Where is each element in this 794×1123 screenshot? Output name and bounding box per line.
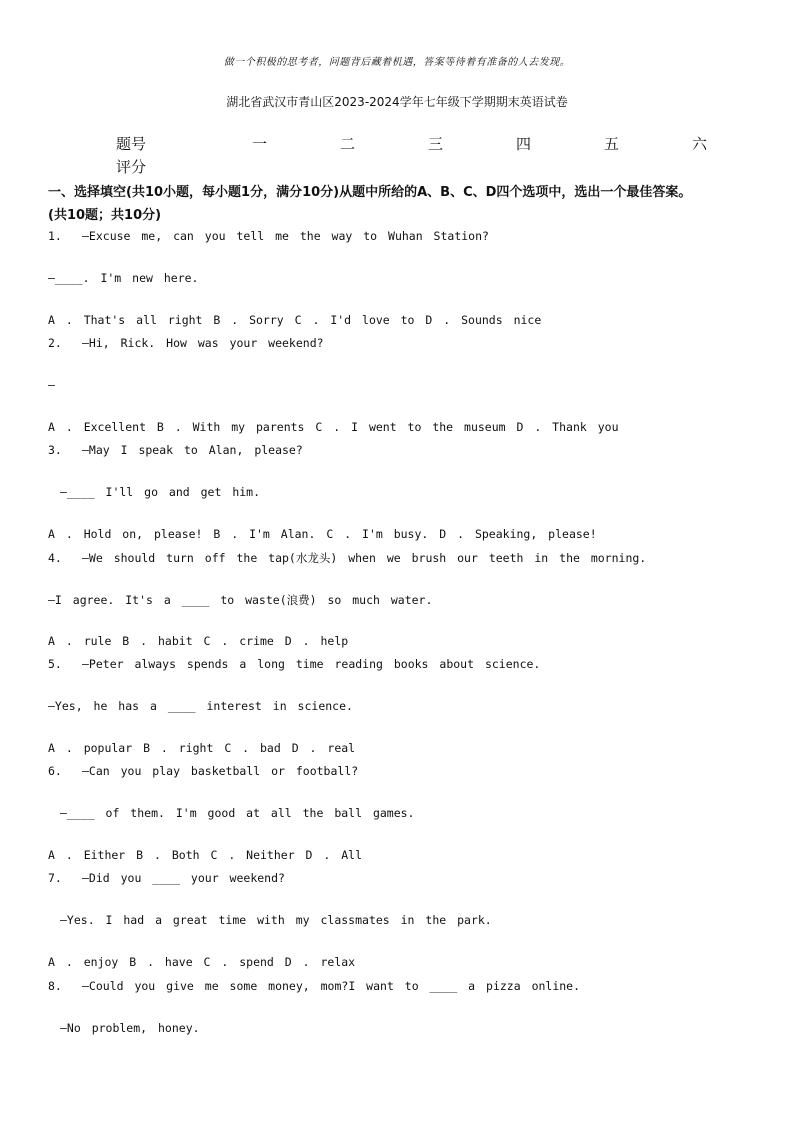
question-7-stem: 7. —Did you ____ your weekend? <box>48 871 285 885</box>
section-subtitle: (共10题；共10分) <box>48 208 162 223</box>
question-6-reply: —____ of them. I'm good at all the ball games. <box>60 806 415 820</box>
question-5-options: A . popular B . right C . bad D . real <box>48 741 356 755</box>
question-7-reply: —Yes. I had a great time with my classmates in the park. <box>60 913 492 927</box>
question-8-reply: —No problem, honey. <box>60 1021 200 1035</box>
question-4-stem: 4. —We should turn off the tap(水龙头) when we brush our teeth in the morning. <box>48 551 647 565</box>
question-1-options: A . That's all right B . Sorry C . I'd love to D . Sounds nice <box>48 313 542 327</box>
question-7-options: A . enjoy B . have C . spend D . relax <box>48 955 356 969</box>
question-2-stem: 2. —Hi, Rick. How was your weekend? <box>48 336 324 350</box>
motto: 做一个积极的思考者，问题背后藏着机遇，答案等待着有准备的人去发现。 <box>223 57 571 68</box>
question-1-reply: —____. I'm new here. <box>48 271 199 285</box>
score-col-2: 二 <box>340 135 356 153</box>
question-3-reply: —____ I'll go and get him. <box>60 485 261 499</box>
question-2-reply: — <box>48 378 55 392</box>
score-col-5: 五 <box>604 135 620 153</box>
section-title: 一、选择填空(共10小题，每小题1分，满分10分)从题中所给的A、B、C、D四个选项中，选出一个最佳答案。 <box>48 185 692 200</box>
score-col-3: 三 <box>428 135 444 153</box>
question-4-reply: —I agree. It's a ____ to waste(浪费) so much water. <box>48 593 433 607</box>
score-col-6: 六 <box>692 135 708 153</box>
question-1-stem: 1. —Excuse me, can you tell me the way to Wuhan Station? <box>48 229 489 243</box>
question-6-options: A . Either B . Both C . Neither D . All <box>48 848 363 862</box>
question-5-reply: —Yes, he has a ____ interest in science. <box>48 699 353 713</box>
score-col-1: 一 <box>252 135 268 153</box>
question-5-stem: 5. —Peter always spends a long time reading books about science. <box>48 657 541 671</box>
question-2-options: A . Excellent B . With my parents C . I went to the museum D . Thank you <box>48 420 619 434</box>
question-4-options: A . rule B . habit C . crime D . help <box>48 634 349 648</box>
exam-title: 湖北省武汉市青山区2023-2024学年七年级下学期期末英语试卷 <box>226 95 568 109</box>
score-table-score-label: 评分 <box>116 158 147 176</box>
question-6-stem: 6. —Can you play basketball or football? <box>48 764 359 778</box>
score-col-4: 四 <box>516 135 532 153</box>
question-8-stem: 8. —Could you give me some money, mom?I want to ____ a pizza online. <box>48 979 581 993</box>
question-3-stem: 3. —May I speak to Alan, please? <box>48 443 303 457</box>
score-table-row-label: 题号 <box>116 135 147 153</box>
question-3-options: A . Hold on, please! B . I'm Alan. C . I'm busy. D . Speaking, please! <box>48 527 597 541</box>
